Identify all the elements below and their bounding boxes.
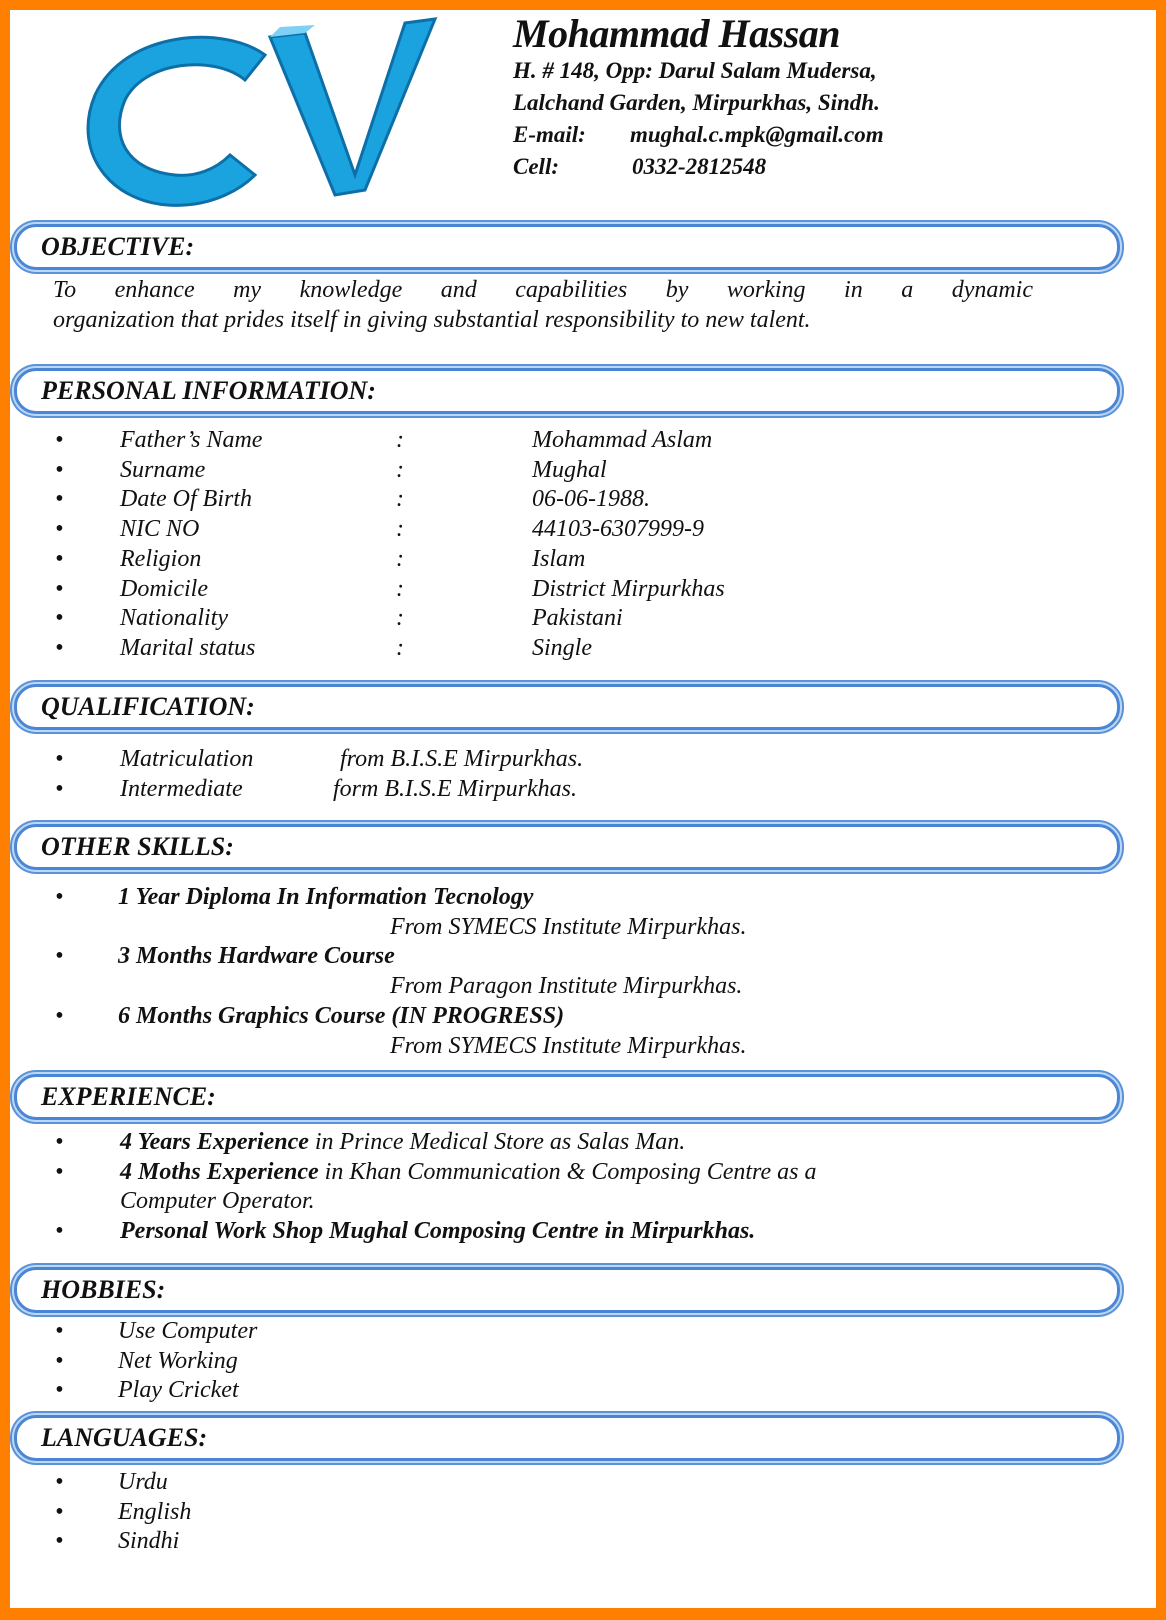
section-header-experience <box>14 1074 1120 1120</box>
languages-item: Urdu <box>118 1469 168 1495</box>
field-label: Marital status <box>120 634 256 661</box>
field-label: Domicile <box>120 575 208 602</box>
field-label: NIC NO <box>120 516 200 543</box>
skill-course: 1 Year Diploma In Information Tecnology <box>118 884 534 910</box>
section-header-qualification <box>14 684 1120 730</box>
bullet: • <box>55 943 64 970</box>
field-value: District Mirpurkhas <box>532 575 725 602</box>
qualification-name: Matriculation <box>120 746 254 772</box>
bullet: • <box>55 746 64 772</box>
address-line-1: H. # 148, Opp: Darul Salam Mudersa, <box>513 58 877 83</box>
skill-course: 6 Months Graphics Course (IN PROGRESS) <box>118 1002 565 1029</box>
hobbies-item: Play Cricket <box>118 1377 239 1404</box>
field-value: 44103-6307999-9 <box>532 516 704 543</box>
field-label: Father’s Name <box>120 427 263 453</box>
field-separator: : <box>396 516 404 543</box>
bullet: • <box>55 1498 64 1525</box>
languages-item: Sindhi <box>118 1528 180 1555</box>
cell-number: 0332-2812548 <box>632 154 767 179</box>
field-separator: : <box>396 456 404 483</box>
bullet: • <box>55 1002 64 1029</box>
hobbies-item: Use Computer <box>118 1318 258 1344</box>
objective-line-2: organization that prides itself in giving substantial responsibility to new talent. <box>53 307 811 333</box>
skill-institute: From SYMECS Institute Mirpurkhas. <box>390 913 747 940</box>
section-header-personal-information <box>14 368 1120 414</box>
applicant-name: Mohammad Hassan <box>513 11 841 56</box>
cv-page <box>10 10 1156 1608</box>
email-label: E-mail: <box>513 122 586 147</box>
field-separator: : <box>396 427 404 453</box>
field-label: Nationality <box>120 605 228 632</box>
qualification-board: from B.I.S.E Mirpurkhas. <box>340 746 584 772</box>
bullet: • <box>55 516 64 543</box>
skill-institute: From Paragon Institute Mirpurkhas. <box>390 973 743 1000</box>
section-title: PERSONAL INFORMATION: <box>41 376 376 405</box>
bullet: • <box>55 1377 64 1404</box>
field-label: Religion <box>120 545 202 572</box>
qualification-name: Intermediate <box>120 775 243 802</box>
bullet: • <box>55 427 64 453</box>
experience-highlight: 4 Moths Experience <box>120 1158 319 1185</box>
bullet: • <box>55 1318 64 1344</box>
section-header-languages <box>14 1415 1120 1461</box>
field-value: Mughal <box>532 456 607 483</box>
field-label: Surname <box>120 456 206 483</box>
field-value: Pakistani <box>532 605 623 632</box>
bullet: • <box>55 1469 64 1495</box>
section-header-hobbies <box>14 1267 1120 1313</box>
experience-item <box>120 1158 816 1188</box>
section-header-objective <box>14 224 1120 270</box>
skill-course: 3 Months Hardware Course <box>118 943 395 970</box>
bullet: • <box>55 605 64 632</box>
bullet: • <box>55 1528 64 1555</box>
section-title: QUALIFICATION: <box>41 692 255 721</box>
cell-label: Cell: <box>513 154 559 179</box>
experience-item <box>120 1128 685 1158</box>
experience-detail: in Khan Communication & Composing Centre as a <box>318 1158 817 1185</box>
skill-institute: From SYMECS Institute Mirpurkhas. <box>390 1032 747 1059</box>
bullet: • <box>55 456 64 483</box>
bullet: • <box>55 775 64 802</box>
hobbies-item: Net Working <box>118 1347 238 1374</box>
objective-line-1: To enhance my knowledge and capabilities by working in a dynamic <box>53 277 1033 303</box>
bullet: • <box>55 1218 64 1245</box>
section-header-other-skills <box>14 824 1120 870</box>
field-value: 06-06-1988. <box>532 486 650 513</box>
section-title: LANGUAGES: <box>41 1423 208 1452</box>
experience-detail: in Prince Medical Store as Salas Man. <box>308 1129 686 1155</box>
experience-item <box>120 1217 755 1247</box>
experience-highlight: Personal Work Shop Mughal Composing Centre in Mirpurkhas. <box>120 1218 756 1245</box>
bullet: • <box>55 575 64 602</box>
experience-highlight: 4 Years Experience <box>120 1129 309 1155</box>
section-title: OBJECTIVE: <box>41 232 195 261</box>
section-title: HOBBIES: <box>41 1275 166 1304</box>
bullet: • <box>55 1347 64 1374</box>
bullet: • <box>55 545 64 572</box>
email-link[interactable]: mughal.c.mpk@gmail.com <box>630 122 884 147</box>
experience-continuation: Computer Operator. <box>120 1188 315 1215</box>
field-separator: : <box>396 545 404 572</box>
field-label: Date Of Birth <box>120 486 252 513</box>
bullet: • <box>55 1158 64 1185</box>
field-separator: : <box>396 486 404 513</box>
bullet: • <box>55 1129 64 1155</box>
cv-logo <box>65 15 445 215</box>
field-value: Mohammad Aslam <box>532 427 713 453</box>
bullet: • <box>55 634 64 661</box>
field-value: Single <box>532 634 592 661</box>
field-separator: : <box>396 634 404 661</box>
section-title: OTHER SKILLS: <box>41 832 234 861</box>
languages-item: English <box>118 1498 192 1525</box>
field-separator: : <box>396 605 404 632</box>
bullet: • <box>55 884 64 910</box>
field-separator: : <box>396 575 404 602</box>
section-title: EXPERIENCE: <box>41 1082 216 1111</box>
address-line-2: Lalchand Garden, Mirpurkhas, Sindh. <box>513 90 880 115</box>
bullet: • <box>55 486 64 513</box>
field-value: Islam <box>532 545 586 572</box>
qualification-board: form B.I.S.E Mirpurkhas. <box>333 775 577 802</box>
